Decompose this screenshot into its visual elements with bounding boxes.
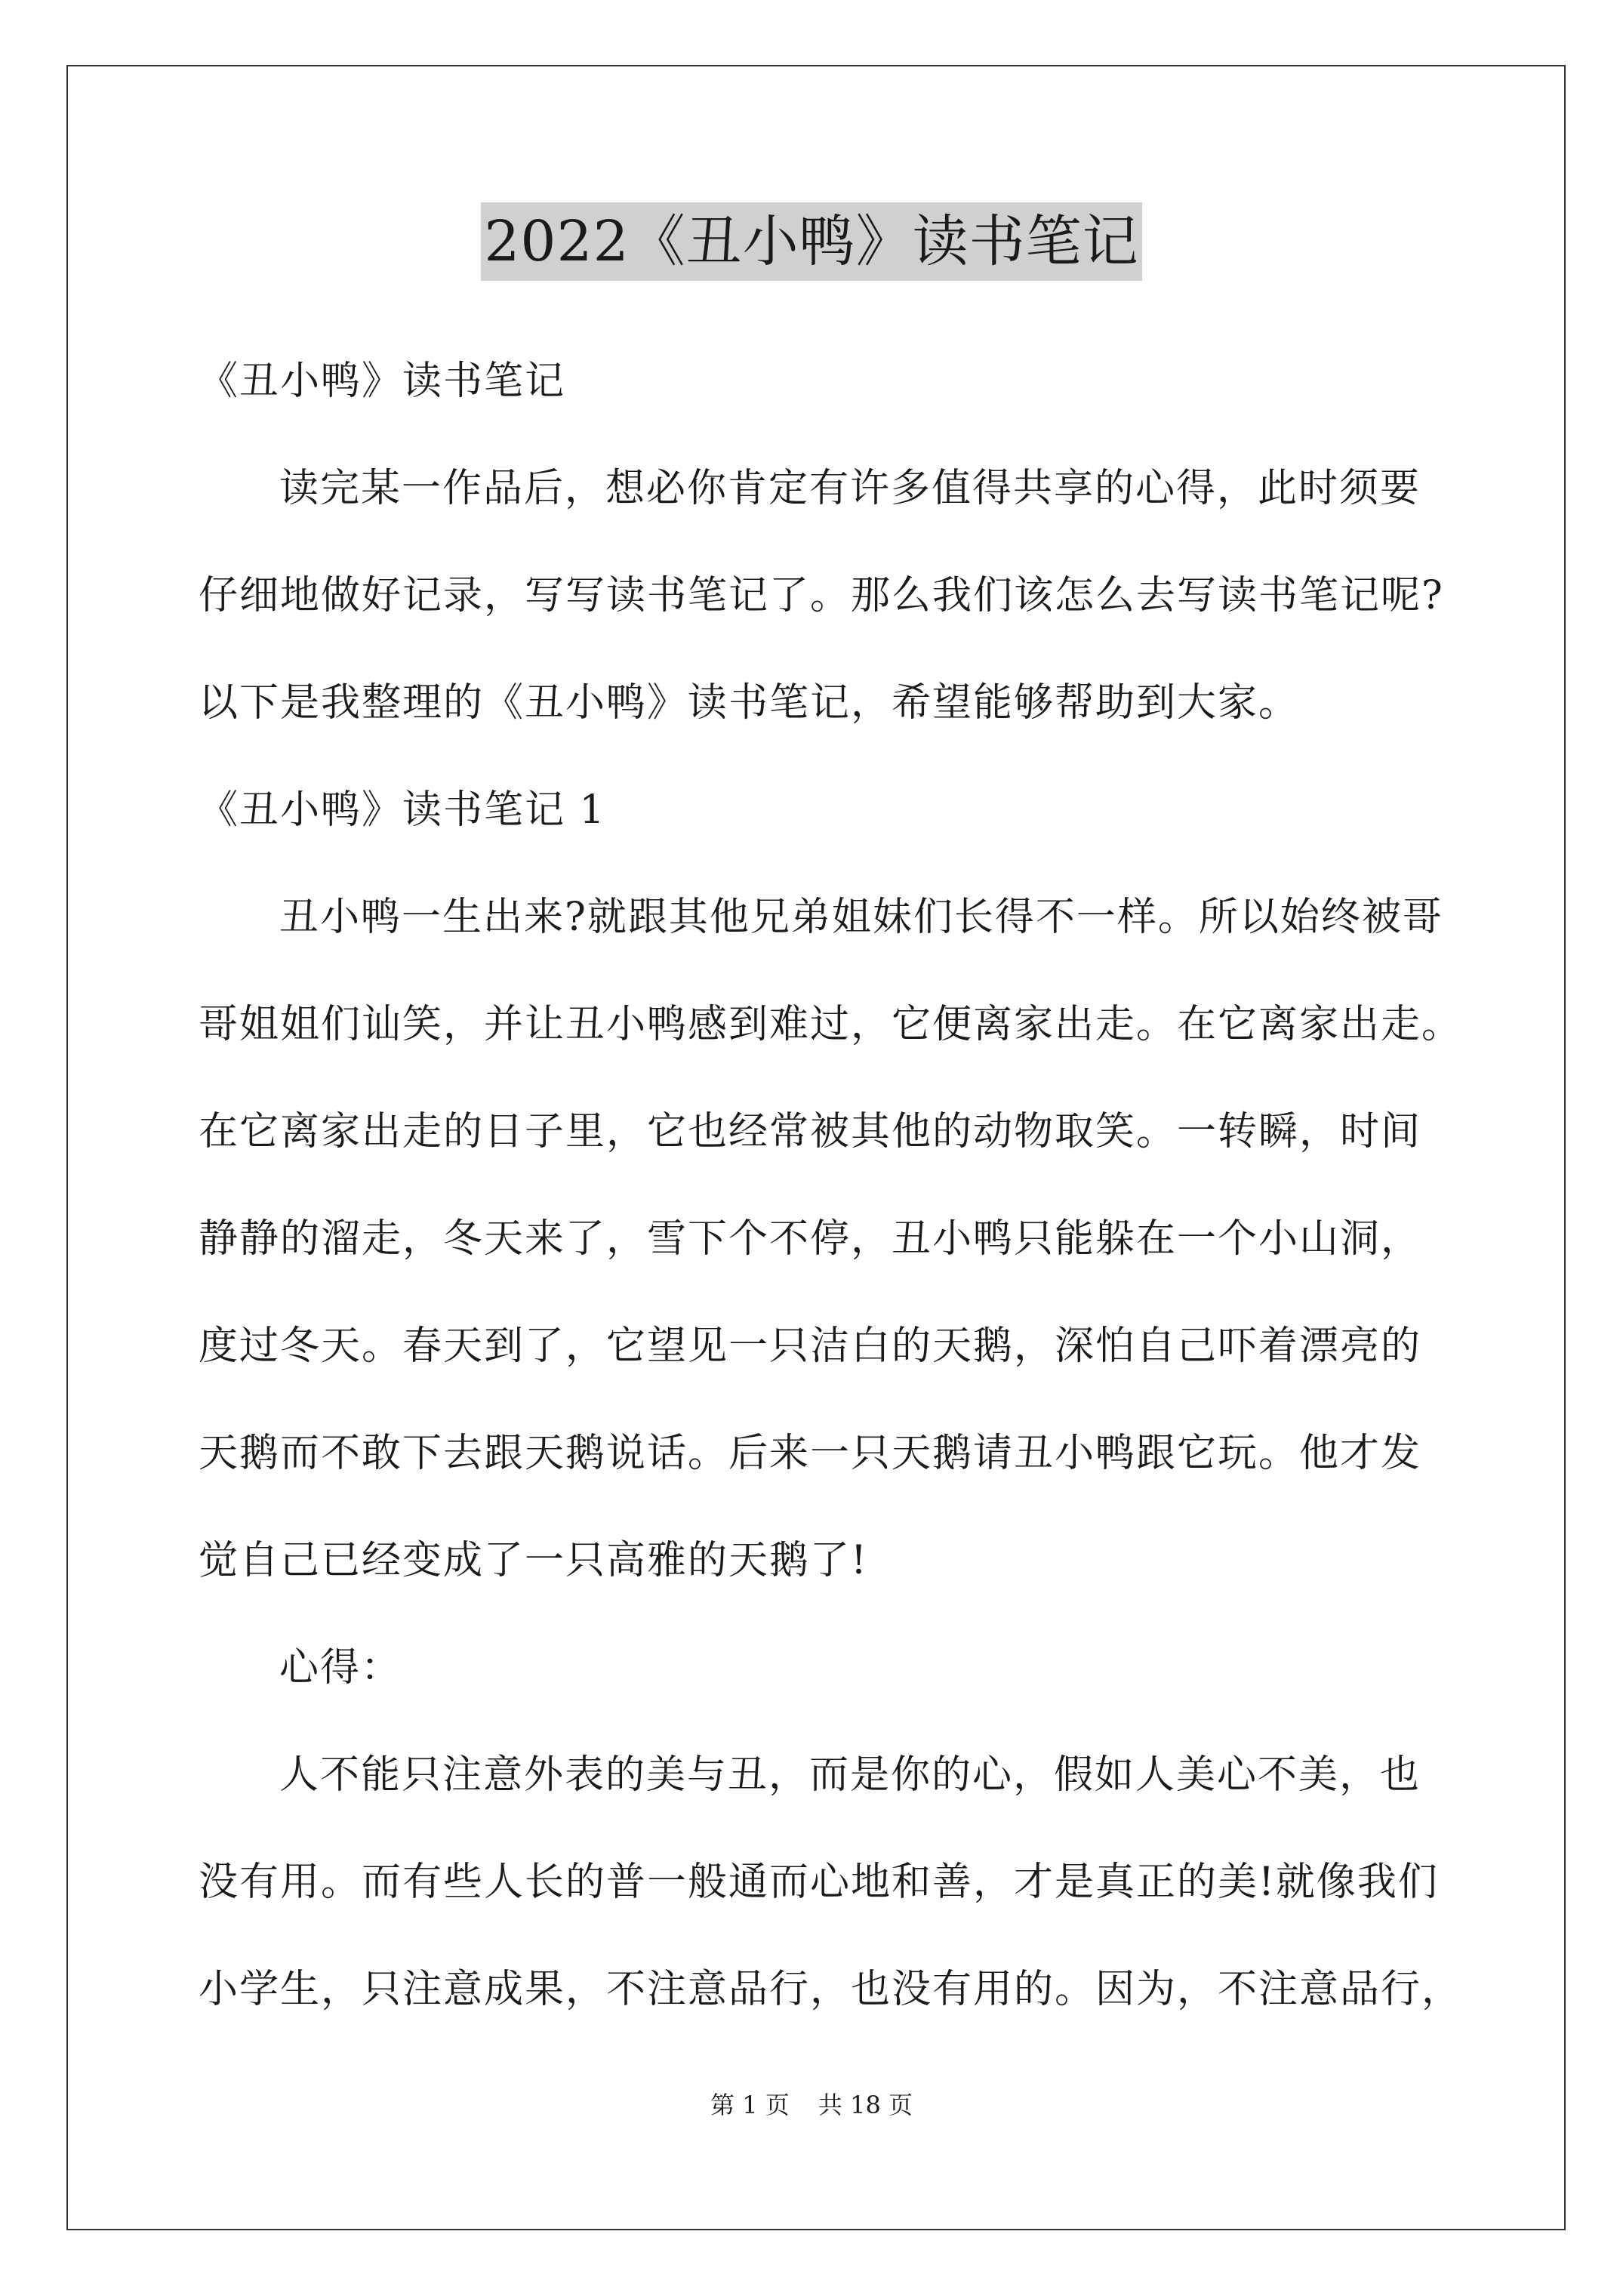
subtitle-line: 《丑小鸭》读书笔记 — [199, 359, 566, 404]
title-container — [0, 202, 1623, 281]
document-title: 2022《丑小鸭》读书笔记 — [481, 202, 1141, 281]
paragraph-line: 人不能只注意外表的美与丑，而是你的心，假如人美心不美，也 — [279, 1752, 1421, 1798]
paragraph-line: 静静的溜走，冬天来了，雪下个不停，丑小鸭只能躲在一个小山洞， — [199, 1216, 1422, 1262]
paragraph-label: 心得： — [279, 1645, 402, 1690]
paragraph-line: 以下是我整理的《丑小鸭》读书笔记，希望能够帮助到大家。 — [199, 680, 1300, 726]
paragraph-line: 读完某一作品后，想必你肯定有许多值得共享的心得，此时须要 — [279, 466, 1421, 511]
section-heading: 《丑小鸭》读书笔记 1 — [199, 787, 606, 833]
paragraph-line: 觉自己已经变成了一只高雅的天鹅了! — [199, 1538, 868, 1583]
paragraph-line: 丑小鸭一生出来?就跟其他兄弟姐妹们长得不一样。所以始终被哥 — [279, 895, 1443, 940]
paragraph-line: 没有用。而有些人长的普一般通而心地和善，才是真正的美!就像我们 — [199, 1860, 1439, 1905]
paragraph-line: 度过冬天。春天到了，它望见一只洁白的天鹅，深怕自己吓着漂亮的 — [199, 1324, 1422, 1369]
paragraph-line: 天鹅而不敢下去跟天鹅说话。后来一只天鹅请丑小鸭跟它玩。他才发 — [199, 1431, 1422, 1476]
page-footer — [0, 2090, 1623, 2120]
paragraph-line: 小学生，只注意成果，不注意品行，也没有用的。因为，不注意品行， — [199, 1967, 1463, 2012]
page-total: 共 18 页 — [818, 2091, 913, 2119]
paragraph-line: 哥姐姐们讪笑，并让丑小鸭感到难过，它便离家出走。在它离家出走。 — [199, 1002, 1463, 1047]
paragraph-line: 在它离家出走的日子里，它也经常被其他的动物取笑。一转瞬，时间 — [199, 1109, 1422, 1154]
page-number: 第 1 页 — [710, 2091, 790, 2119]
paragraph-line: 仔细地做好记录，写写读书笔记了。那么我们该怎么去写读书笔记呢? — [199, 573, 1444, 618]
